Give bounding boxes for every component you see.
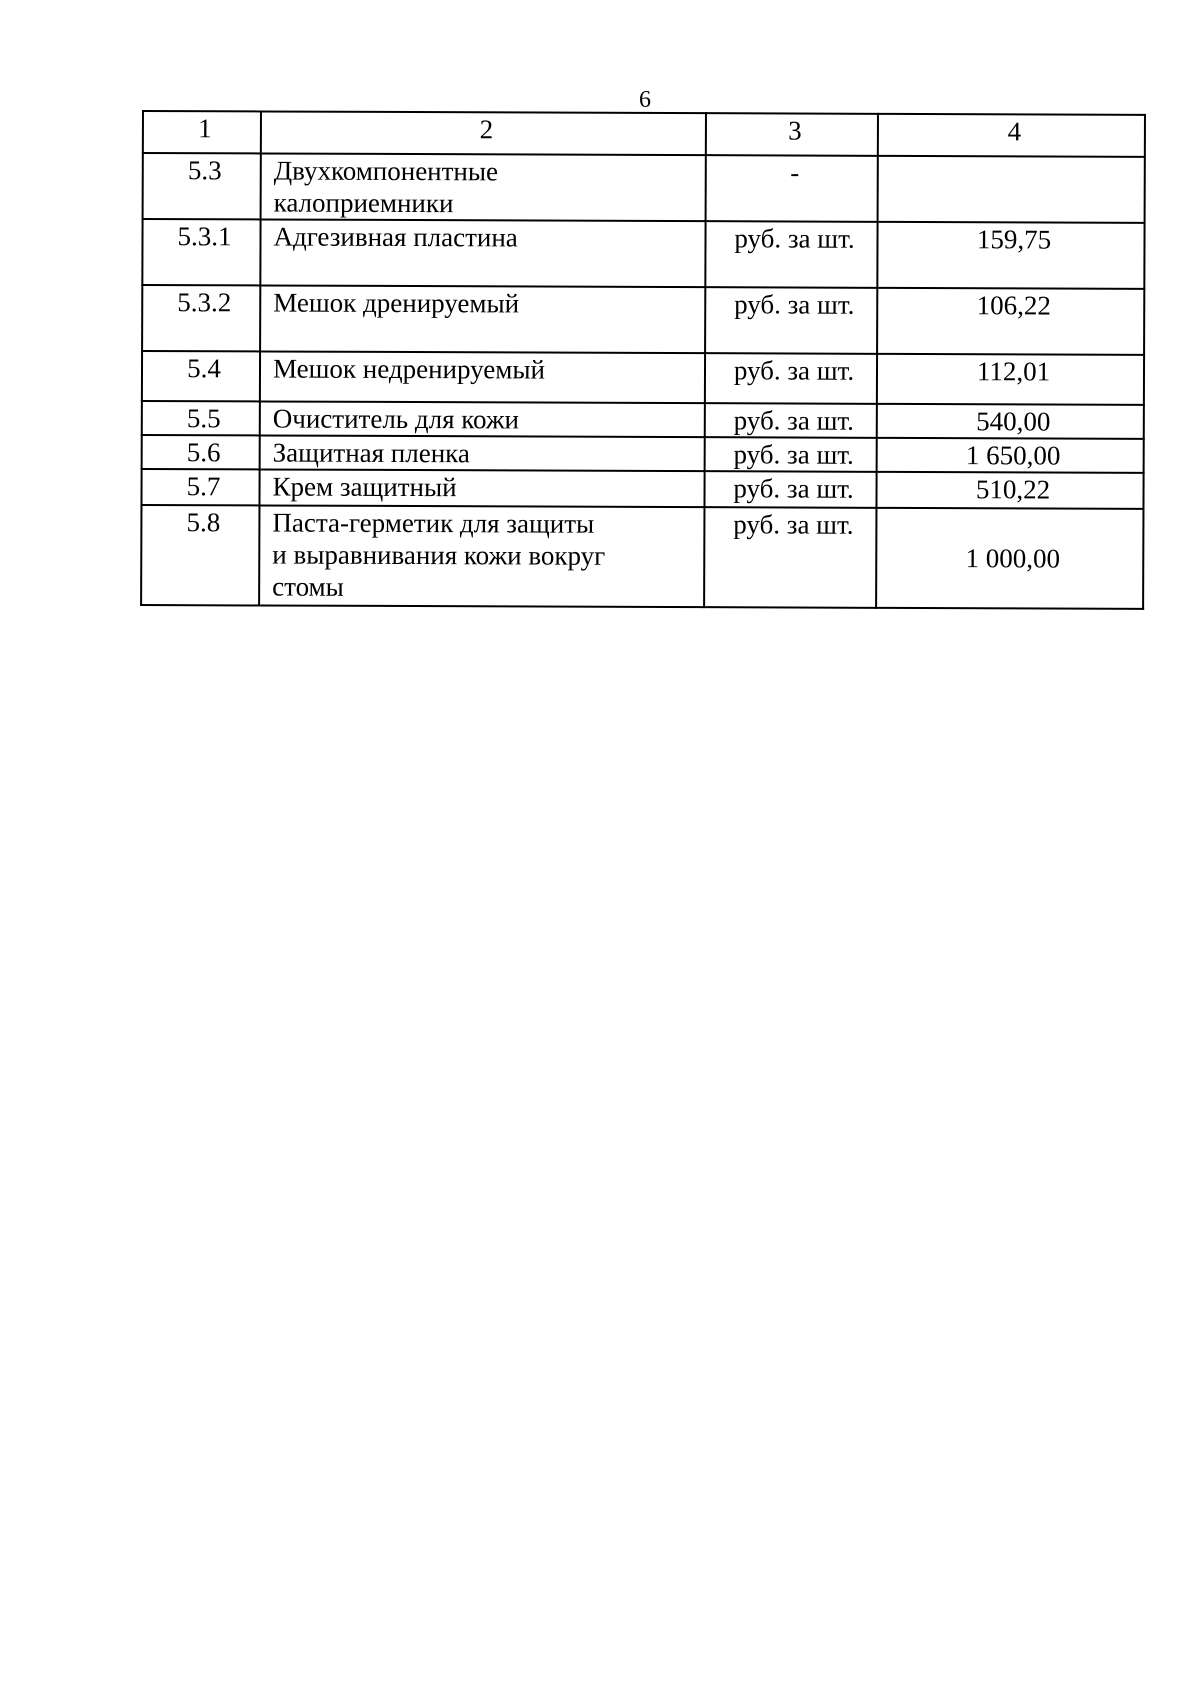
table-row — [142, 401, 1144, 439]
unit-cell: руб. за шт. — [704, 507, 876, 608]
item-name-line: Мешок недренируемый — [272, 353, 546, 385]
row-number: 5.3 — [143, 153, 261, 219]
row-number: 5.3.1 — [142, 219, 260, 285]
item-name-line: стомы — [272, 571, 344, 602]
item-name-line: Крем защитный — [272, 471, 457, 503]
item-name-line: Двухкомпонентные — [273, 155, 499, 187]
price-cell: 510,22 — [876, 472, 1143, 509]
row-number: 5.5 — [142, 401, 260, 435]
item-name — [259, 469, 704, 507]
item-name-line: и выравнивания кожи вокруг — [272, 539, 606, 571]
item-name — [259, 505, 704, 607]
item-name-line: Очиститель для кожи — [272, 403, 520, 435]
item-name-line: Защитная пленка — [272, 437, 470, 469]
item-name — [260, 285, 705, 353]
table-row — [142, 219, 1144, 289]
item-name — [261, 153, 706, 221]
item-name — [260, 435, 705, 471]
row-number: 5.8 — [141, 505, 259, 605]
item-name-line: Паста-герметик для защиты — [272, 507, 595, 539]
row-number: 5.4 — [142, 351, 260, 401]
price-cell: 1 000,00 — [876, 508, 1143, 609]
price-table — [140, 110, 1146, 610]
table-header-row — [143, 111, 1145, 157]
row-number: 5.3.2 — [142, 285, 260, 351]
column-header-2: 2 — [261, 111, 706, 155]
item-name — [260, 351, 705, 403]
table-row — [142, 351, 1144, 405]
table-row — [141, 469, 1143, 509]
unit-cell: руб. за шт. — [705, 353, 877, 404]
unit-cell: руб. за шт. — [705, 403, 877, 438]
price-cell: 540,00 — [877, 404, 1144, 439]
table-row — [142, 435, 1144, 473]
column-header-3: 3 — [706, 113, 878, 156]
unit-cell: - — [706, 155, 878, 222]
price-cell — [878, 156, 1145, 223]
row-number: 5.6 — [142, 435, 260, 469]
item-name-line: Мешок дренируемый — [273, 287, 520, 319]
price-cell: 1 650,00 — [877, 438, 1144, 473]
column-header-4: 4 — [878, 114, 1145, 157]
table-row — [141, 505, 1143, 609]
price-cell: 159,75 — [877, 222, 1144, 289]
unit-cell: руб. за шт. — [705, 437, 877, 472]
row-number: 5.7 — [141, 469, 259, 505]
column-header-1: 1 — [143, 111, 261, 153]
unit-cell: руб. за шт. — [704, 471, 876, 508]
price-cell: 112,01 — [877, 354, 1144, 405]
table-row — [143, 153, 1145, 223]
unit-cell: руб. за шт. — [705, 221, 877, 288]
unit-cell: руб. за шт. — [705, 287, 877, 354]
item-name-line: калоприемники — [273, 187, 454, 219]
table-row — [142, 285, 1144, 355]
item-name — [260, 219, 705, 287]
price-cell: 106,22 — [877, 288, 1144, 355]
item-name — [260, 401, 705, 437]
page-number: 6 — [639, 87, 651, 113]
item-name-line: Адгезивная пластина — [273, 221, 518, 253]
